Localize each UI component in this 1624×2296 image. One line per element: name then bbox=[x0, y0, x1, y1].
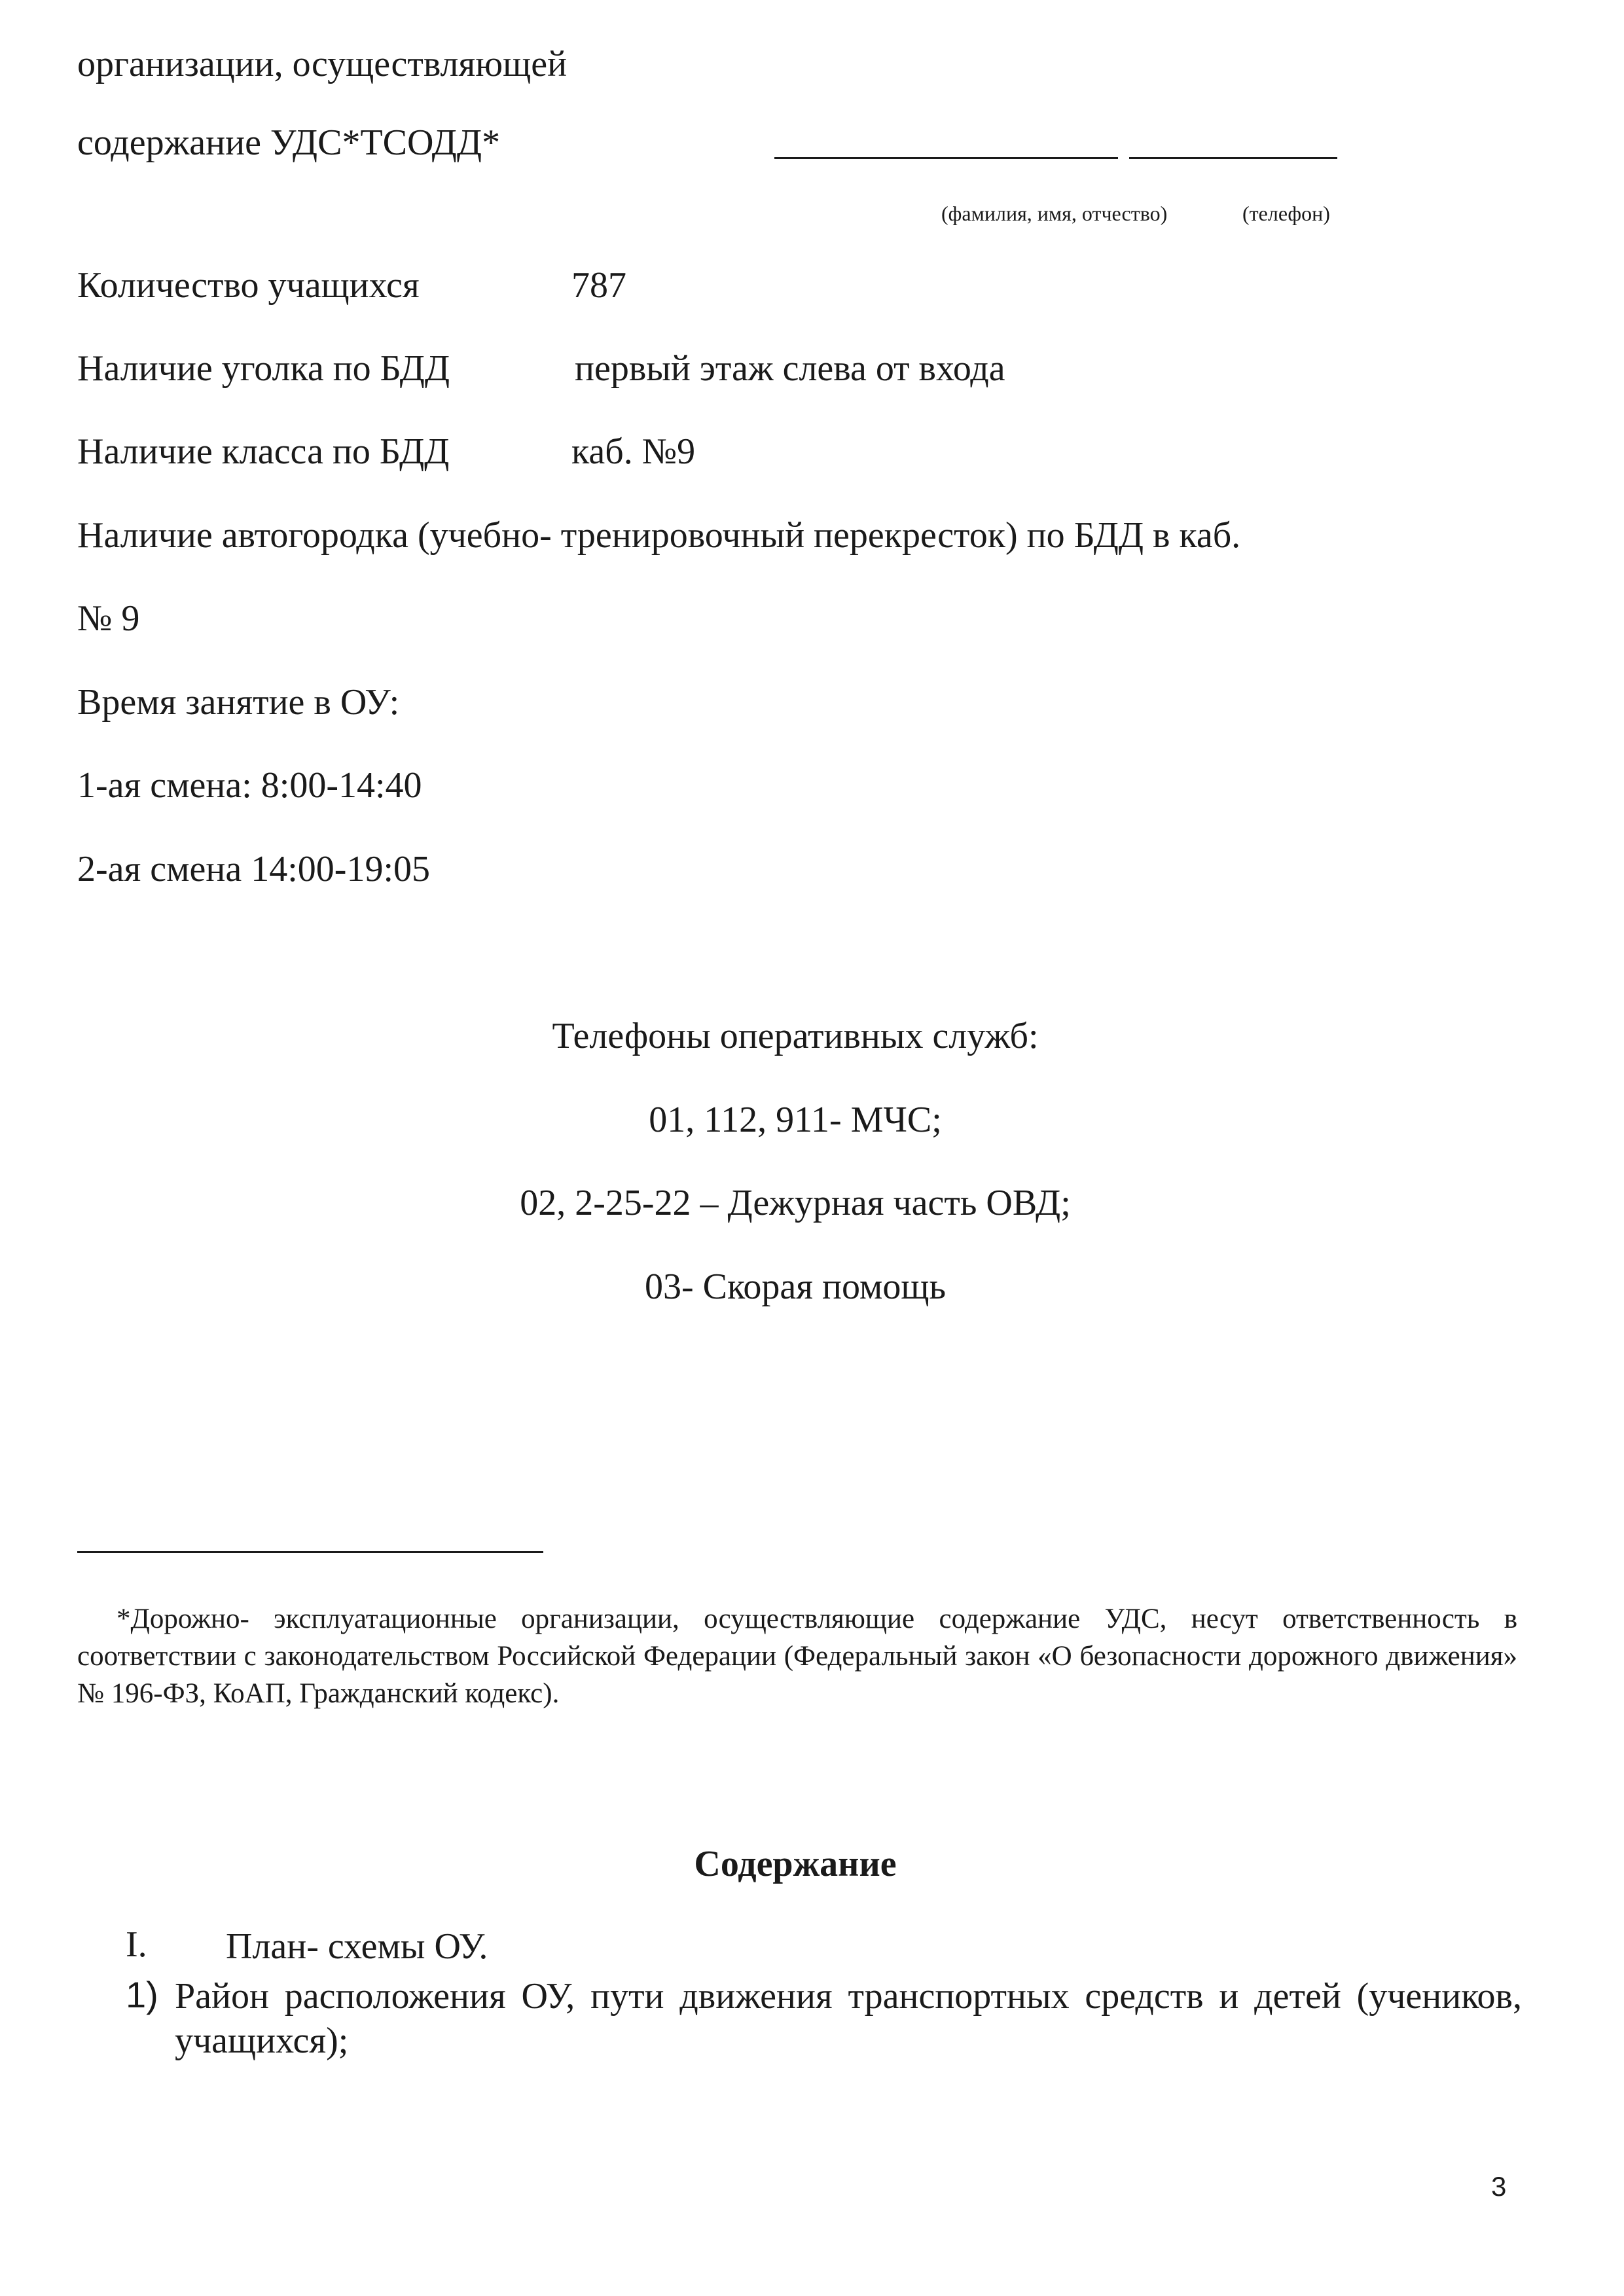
students-label: Количество учащихся bbox=[77, 265, 420, 306]
shift-2: 2-ая смена 14:00-19:05 bbox=[77, 849, 430, 889]
autotown-line-1: Наличие автогородка (учебно- тренировочный перекресток) по БДД в каб. bbox=[77, 515, 1241, 556]
phone-signature-line bbox=[1129, 157, 1337, 159]
corner-value: первый этаж слева от входа bbox=[575, 348, 1005, 389]
students-value: 787 bbox=[571, 265, 626, 306]
emergency-line-1: 01, 112, 911- МЧС; bbox=[649, 1100, 942, 1140]
org-line-1: организации, осуществляющей bbox=[77, 44, 568, 84]
class-value: каб. №9 bbox=[571, 431, 696, 472]
page-number: 3 bbox=[1491, 2171, 1507, 2202]
autotown-line-2: № 9 bbox=[77, 598, 140, 639]
name-signature-line bbox=[774, 157, 1118, 159]
emergency-line-3: 03- Скорая помощь bbox=[645, 1266, 946, 1307]
class-label: Наличие класса по БДД bbox=[77, 431, 450, 472]
item-number: 1) bbox=[126, 1974, 158, 2015]
item-text: Район расположения ОУ, пути движения транспортных средств и детей (учеников, учащихся); bbox=[175, 1976, 1522, 2061]
shift-1: 1-ая смена: 8:00-14:40 bbox=[77, 765, 422, 806]
time-label: Время занятие в ОУ: bbox=[77, 682, 400, 723]
contents-title: Содержание bbox=[694, 1844, 897, 1884]
emergency-title: Телефоны оперативных служб: bbox=[552, 1016, 1039, 1056]
footnote-separator bbox=[77, 1551, 543, 1553]
org-line-2: содержание УДС*ТСОДД* bbox=[77, 122, 501, 163]
section-numeral: I. bbox=[126, 1924, 147, 1965]
name-caption: (фамилия, имя, отчество) bbox=[941, 202, 1168, 225]
emergency-line-2: 02, 2-25-22 – Дежурная часть ОВД; bbox=[520, 1183, 1071, 1223]
corner-label: Наличие уголка по БДД bbox=[77, 348, 450, 389]
footnote-text: *Дорожно- эксплуатационные организации, осуществляющие содержание УДС, несут ответственность в соответствии с законодательством Российской Федерации (Федеральный закон «О безопасности дорожного движения» № 196-ФЗ, КоАП, Гражданский кодекс). bbox=[77, 1604, 1517, 1709]
section-title: План- схемы ОУ. bbox=[226, 1926, 488, 1967]
phone-caption: (телефон) bbox=[1242, 202, 1330, 225]
